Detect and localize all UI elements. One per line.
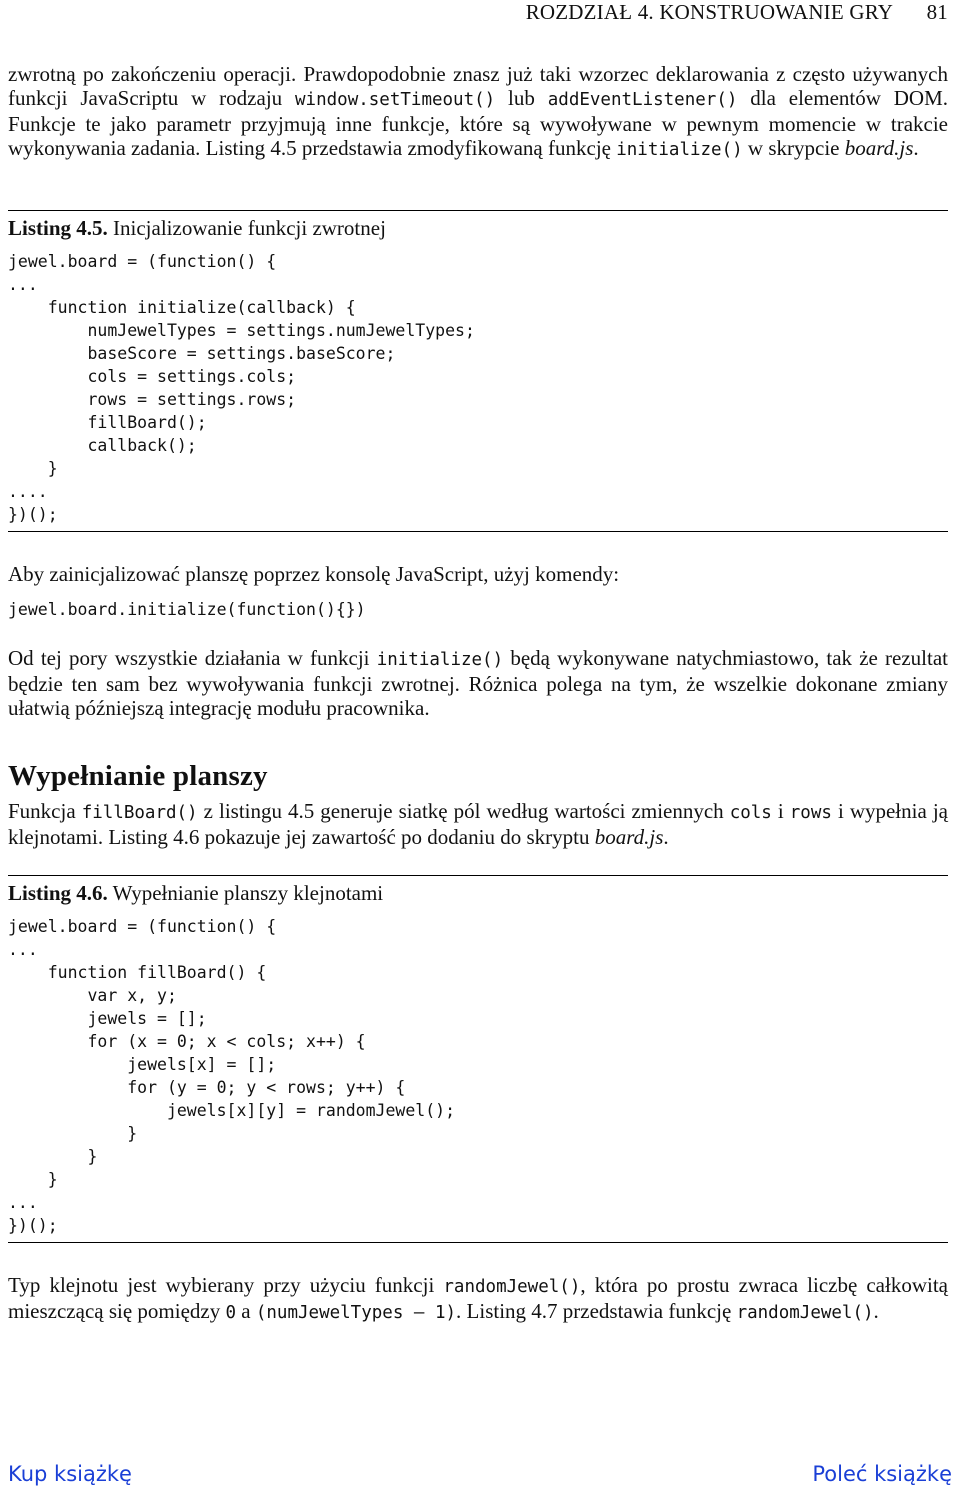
- code-fillboard: fillBoard(): [81, 803, 198, 823]
- paragraph-4: Funkcja fillBoard() z listingu 4.5 generuje siatkę pól według wartości zmiennych cols i rows i wypełnia ją klejnotami. Listing 4.6 pokazuje jej zawartość po dodaniu do skryptu board.js.: [8, 799, 948, 849]
- listing-rule-top: [8, 875, 948, 876]
- listing-label: Listing 4.5.: [8, 216, 108, 240]
- listing-rule-top: [8, 210, 948, 211]
- listing-4-6-code: [8, 915, 948, 1237]
- recommend-book-link[interactable]: Poleć książkę: [812, 1462, 952, 1486]
- code-randomjewel: randomJewel(): [443, 1277, 581, 1297]
- code-settimeout: window.setTimeout(): [295, 90, 496, 110]
- listing-title: Wypełnianie planszy klejnotami: [107, 881, 384, 905]
- chapter-title: ROZDZIAŁ 4. KONSTRUOWANIE GRY: [525, 0, 894, 24]
- code-randomjewel: randomJewel(): [736, 1303, 874, 1323]
- listing-4-5-code: [8, 250, 948, 526]
- paragraph-2: Aby zainicjalizować planszę poprzez konsolę JavaScript, użyj komendy:: [8, 562, 620, 586]
- paragraph-callbacks: [8, 62, 948, 162]
- paragraph-3: Od tej pory wszystkie działania w funkcji initialize() będą wykonywane natychmiastowo, tak że rezultat będzie ten sam bez wywoływania funkcji zwrotnej. Różnica polega na tym, że wszelkie dokonane zmiany ułatwią późniejszą integrację modułu pracownika.: [8, 646, 949, 720]
- section-title: Wypełnianie planszy: [8, 760, 268, 792]
- code-initialize: initialize(): [376, 650, 504, 670]
- listing-label: Listing 4.6.: [8, 881, 108, 905]
- listing-rule-bottom: [8, 1242, 948, 1243]
- paragraph-fillboard: [8, 799, 948, 849]
- paragraph-initialize: [8, 646, 948, 720]
- paragraph-randomjewel: [8, 1273, 948, 1325]
- running-header: [526, 0, 948, 25]
- code-range: (numJewelTypes – 1): [255, 1303, 457, 1323]
- listing-4-5-caption: [8, 216, 948, 241]
- code-addeventlistener: addEventListener(): [547, 90, 738, 110]
- paragraph-console: [8, 562, 948, 586]
- paragraph-5: Typ klejnotu jest wybierany przy użyciu funkcji randomJewel(), która po prostu zwraca liczbę całkowitą mieszczącą się pomiędzy 0 a (numJewelTypes – 1). Listing 4.7 przedstawia funkcję randomJewel().: [8, 1273, 948, 1323]
- code-cols: cols: [729, 803, 772, 823]
- listing-title: Inicjalizowanie funkcji zwrotnej: [107, 216, 386, 240]
- page-number: 81: [926, 0, 948, 24]
- code-block: jewel.board = (function() { ... function fillBoard() { var x, y; jewels = []; for (x = 0; x < cols; x++) { jewels[x] = []; for (y = 0; y < rows; y++) { jewels[x][y] = randomJewel(); } } } ... })();: [8, 917, 456, 1235]
- listing-rule-bottom: [8, 531, 948, 532]
- filename: board.js: [594, 825, 664, 849]
- listing-4-6-caption: [8, 881, 948, 906]
- code-initialize: initialize(): [616, 140, 743, 160]
- console-command: [8, 598, 948, 621]
- code-rows: rows: [789, 803, 832, 823]
- section-heading: [8, 760, 948, 793]
- paragraph-1: zwrotną po zakończeniu operacji. Prawdopodobnie znasz już taki wzorzec deklarowania z często używanych funkcji JavaScriptu w rodzaju window.setTimeout() lub addEventListener() dla elementów DOM. Funkcje te jako parametr przyjmują inne funkcje, które są wywoływane w pewnym momencie w trakcie wykonywania zadania. Listing 4.5 przedstawia zmodyfikowaną funkcję initialize() w skrypcie board.js.: [8, 62, 949, 160]
- code-zero: 0: [225, 1303, 237, 1323]
- filename: board.js: [844, 136, 914, 160]
- code-block: jewel.board = (function() { ... function initialize(callback) { numJewelTypes = settings.numJewelTypes; baseScore = settings.baseScore; cols = settings.cols; rows = settings.rows; fillBoard(); callback(); } .... })();: [8, 252, 475, 524]
- buy-book-link[interactable]: Kup książkę: [8, 1462, 132, 1486]
- command-code: jewel.board.initialize(function(){}): [8, 600, 366, 619]
